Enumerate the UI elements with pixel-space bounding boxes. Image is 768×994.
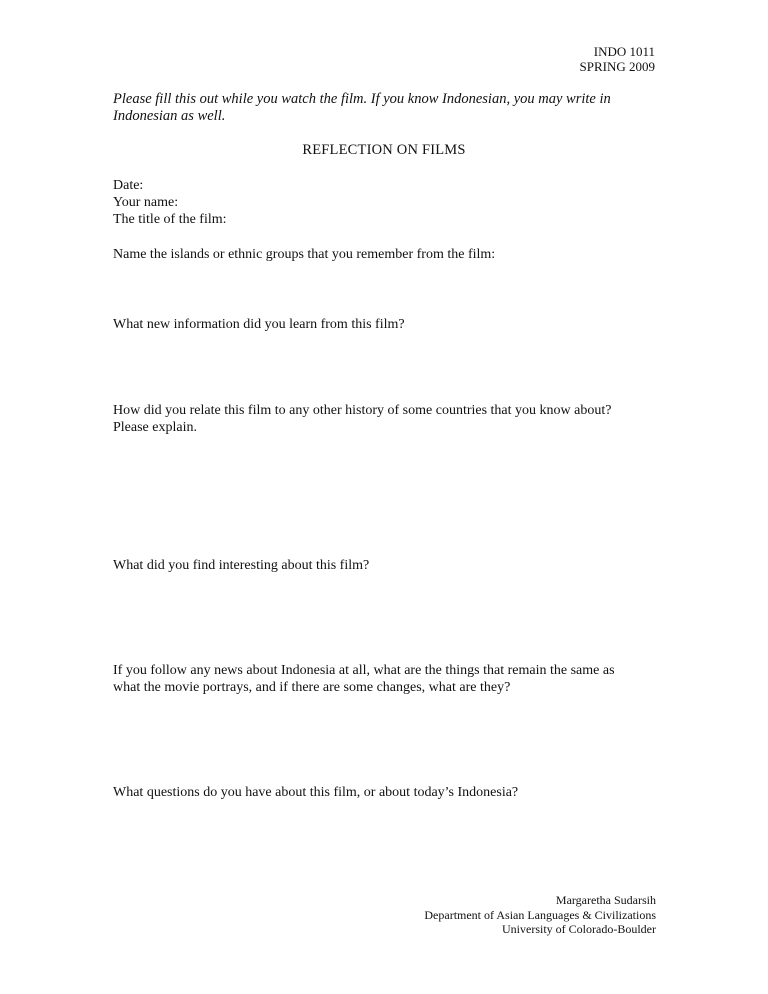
author-department: Department of Asian Languages & Civilizations <box>424 907 656 922</box>
question-3-line-2: Please explain. <box>113 420 197 435</box>
question-1 <box>113 246 495 263</box>
question-6-text: What questions do you have about this film, or about today’s Indonesia? <box>113 785 519 800</box>
document-title: REFLECTION ON FILMS <box>302 142 466 158</box>
instructions <box>113 91 611 125</box>
question-1-text: Name the islands or ethnic groups that you remember from the film: <box>113 247 496 262</box>
author-name: Margaretha Sudarsih <box>555 893 656 907</box>
question-2 <box>113 316 405 333</box>
course-header <box>580 44 656 74</box>
question-5-line-2: what the movie portrays, and if there are some changes, what are they? <box>113 680 511 695</box>
course-code: INDO 1011 <box>593 44 655 59</box>
question-3-line-1: How did you relate this film to any other history of some countries that you know about? <box>113 403 612 418</box>
info-fields <box>113 177 227 228</box>
instructions-line-1: Please fill this out while you watch the film. If you know Indonesian, you may write in <box>113 91 611 107</box>
film-title-field-label: The title of the film: <box>113 212 227 227</box>
instructions-line-2: Indonesian as well. <box>113 108 226 124</box>
question-6 <box>113 784 518 801</box>
author-credit <box>424 893 656 937</box>
question-5-line-1: If you follow any news about Indonesia at all, what are the things that remain the same as <box>113 663 615 678</box>
question-2-text: What new information did you learn from this film? <box>113 317 405 332</box>
question-4 <box>113 557 369 574</box>
question-4-text: What did you find interesting about this film? <box>113 558 370 573</box>
date-field-label: Date: <box>113 178 144 193</box>
course-term: SPRING 2009 <box>579 59 655 74</box>
question-5 <box>113 662 615 696</box>
question-3 <box>113 402 611 436</box>
author-university: University of Colorado-Boulder <box>502 922 656 936</box>
name-field-label: Your name: <box>113 195 179 210</box>
